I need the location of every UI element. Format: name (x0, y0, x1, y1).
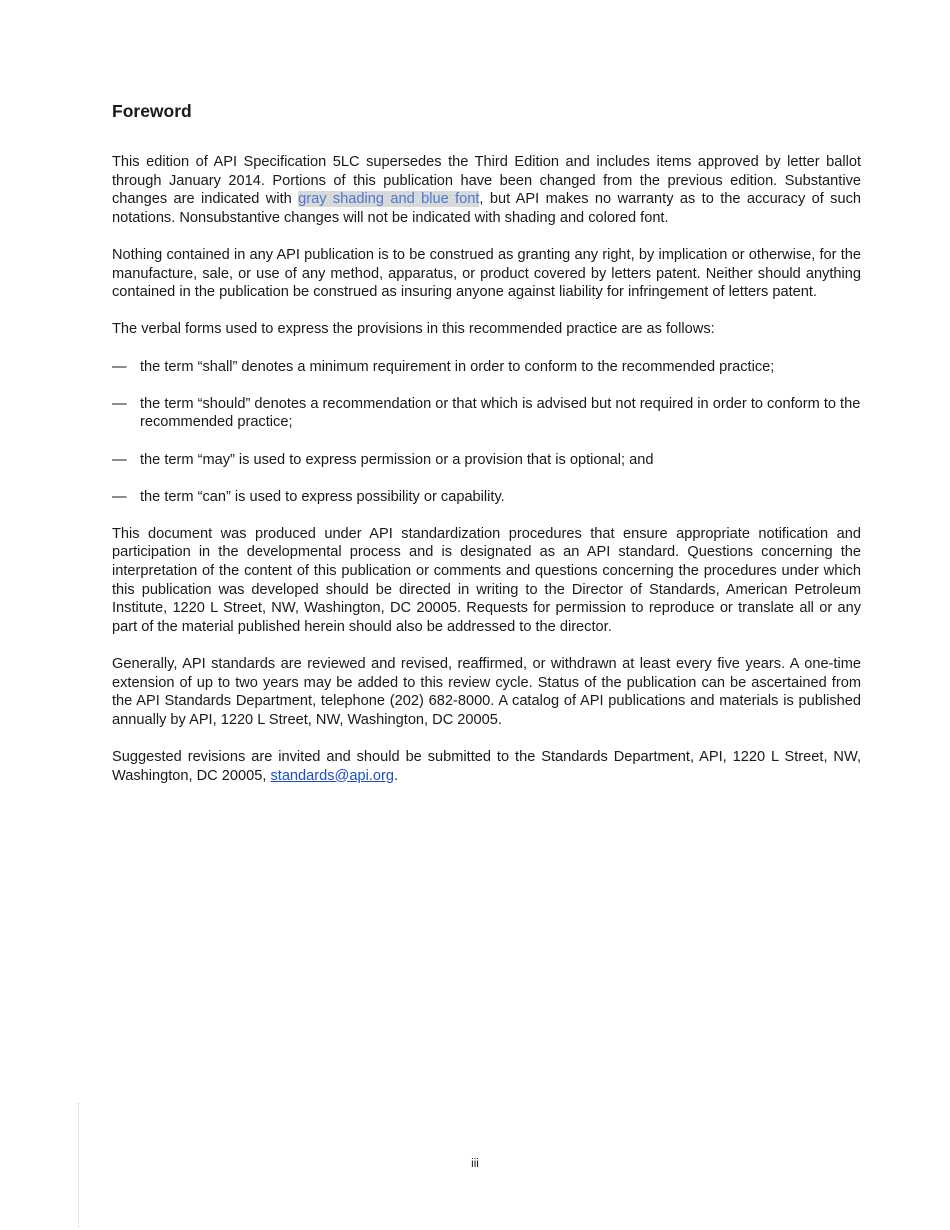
dash-bullet: — (112, 358, 127, 375)
paragraph-procedures: This document was produced under API standardization procedures that ensure appropriate notification and participation in the developmental process and is designated as an API standard. Questions concerning the interpretation of the content of this publication or comments and questions concerning the procedures under which this publication was developed should be directed in writing to the Director of Standards, American Petroleum Institute, 1220 L Street, NW, Washington, DC 20005. Requests for permission to reproduce or translate all or any part of the material published herein should also be addressed to the director. (112, 525, 861, 635)
list-item-text: the term “may” is used to express permission or a provision that is optional; and (140, 451, 654, 468)
revisions-period: . (394, 767, 399, 784)
list-item-text: the term “can” is used to express possibility or capability. (140, 488, 505, 505)
list-item (112, 451, 861, 470)
paragraph-patent: Nothing contained in any API publication is to be construed as granting any right, by implication or otherwise, for the manufacture, sale, or use of any method, apparatus, or product covered by letters patent. Neither should anything contained in the publication be construed as insuring anyone against liability for infringement of letters patent. (112, 246, 861, 301)
dash-bullet: — (112, 451, 127, 468)
revisions-text: Suggested revisions are invited and should be submitted to the Standards Department, API, 1220 L Street, NW, Washington, DC 20005, (112, 749, 861, 784)
list-item (112, 488, 861, 507)
paragraph-review-cycle: Generally, API standards are reviewed and revised, reaffirmed, or withdrawn at least every five years. A one-time extension of up to two years may be added to this review cycle. Status of the publication can be ascertained from the API Standards Department, telephone (202) 682-8000. A catalog of API publications and materials is published annually by API, 1220 L Street, NW, Washington, DC 20005. (112, 656, 861, 728)
dash-bullet: — (112, 488, 127, 505)
paragraph-edition (112, 153, 861, 227)
dash-bullet: — (112, 395, 127, 412)
document-page (112, 98, 861, 804)
email-link[interactable]: standards@api.org (270, 767, 394, 784)
highlighted-text: gray shading and blue font (298, 191, 480, 208)
edition-text-continued: , but API makes no warranty as to the accuracy of such notations. Nonsubstantive changes will not be indicated with shading and colored font. (112, 191, 861, 226)
list-item-text: the term “shall” denotes a minimum requirement in order to conform to the recommended practice; (140, 358, 775, 375)
page-number: iii (471, 1158, 479, 1170)
verbal-forms-list (112, 358, 861, 507)
list-item-text: the term “should” denotes a recommendation or that which is advised but not required in order to conform to the recommended practice; (140, 395, 861, 431)
list-item (112, 395, 861, 432)
paragraph-verbal-forms: The verbal forms used to express the provisions in this recommended practice are as follows: (112, 321, 715, 338)
margin-marks (78, 1103, 81, 1228)
paragraph-revisions (112, 748, 861, 785)
list-item (112, 358, 861, 377)
edition-text: This edition of API Specification 5LC supersedes the Third Edition and includes items approved by letter ballot through January 2014. Portions of this publication have been changed from the previous edition. Substantive changes are indicated with (112, 154, 861, 208)
page-title: Foreword (112, 101, 192, 121)
